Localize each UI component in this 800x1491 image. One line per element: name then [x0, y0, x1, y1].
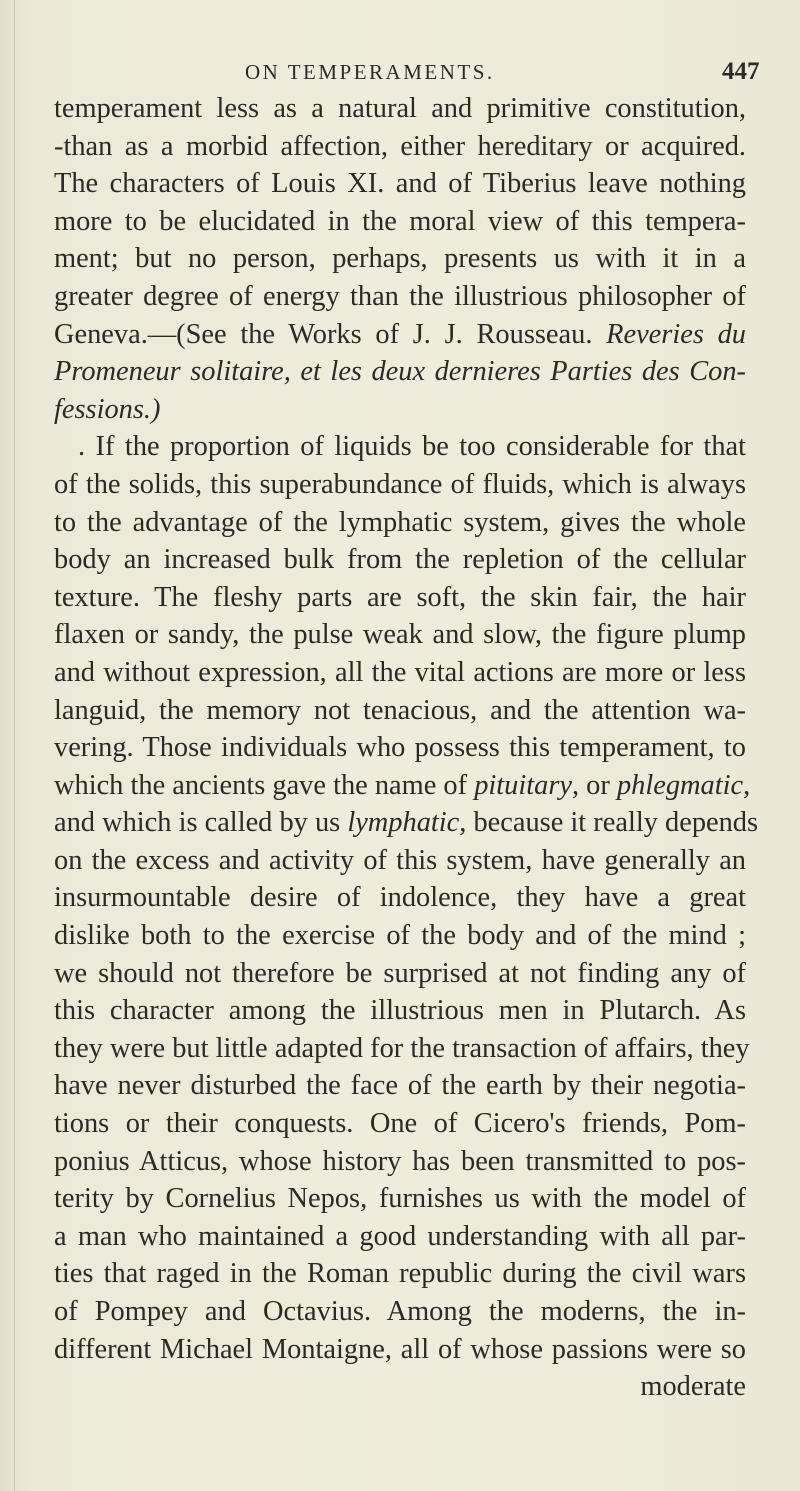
text-span: ment; but no person, perhaps, presents us with it in a	[54, 243, 746, 275]
text-span: ties that raged in the Roman republic during the civil wars	[54, 1258, 746, 1290]
text-line	[54, 804, 759, 842]
text-line	[54, 240, 746, 278]
text-line	[54, 1255, 746, 1293]
text-line	[54, 165, 746, 203]
text-span: a man who maintained a good understanding with all par-	[54, 1220, 746, 1252]
text-line	[54, 278, 746, 316]
text-span: insurmountable desire of indolence, they have a great	[54, 882, 746, 914]
text-line	[54, 428, 746, 466]
italic-text-span: fessions.)	[54, 393, 161, 425]
text-line	[54, 391, 746, 429]
page-gutter-edge	[14, 0, 15, 1491]
page-number: 447	[722, 58, 760, 85]
italic-text-span: Reveries du	[606, 318, 746, 350]
italic-text-span: Promeneur solitaire, et les deux dernieres Parties des Con-	[54, 356, 746, 388]
text-line	[54, 1368, 746, 1406]
text-line	[54, 1105, 746, 1143]
text-line	[54, 955, 746, 993]
text-line	[54, 541, 746, 579]
text-line	[54, 1143, 746, 1181]
text-line	[54, 203, 746, 241]
text-line	[54, 504, 746, 542]
text-line	[54, 1067, 746, 1105]
text-span: we should not therefore be surprised at not finding any of	[54, 957, 746, 989]
text-span: Geneva.—(See the Works of J. J. Rousseau.	[54, 318, 607, 350]
text-span: which the ancients gave the name of	[54, 769, 475, 801]
text-span: different Michael Montaigne, all of whose passions were so	[54, 1333, 746, 1365]
text-span: greater degree of energy than the illustrious philosopher of	[54, 280, 746, 312]
text-line	[54, 579, 746, 617]
text-line	[54, 917, 746, 955]
text-span: ,	[743, 769, 751, 801]
text-span: -than as a morbid affection, either hereditary or acquired.	[54, 130, 746, 162]
italic-text-span: pituitary	[474, 769, 572, 801]
italic-text-span: phlegmatic	[616, 769, 744, 801]
text-span: they were but little adapted for the transaction of affairs, they	[54, 1032, 750, 1064]
text-line	[54, 128, 746, 166]
text-span: and which is called by us	[54, 807, 348, 839]
text-line	[54, 692, 746, 730]
text-line	[54, 316, 746, 354]
text-span: terity by Cornelius Nepos, furnishes us with the model of	[54, 1183, 746, 1215]
text-line	[54, 767, 751, 805]
text-span: flaxen or sandy, the pulse weak and slow, the figure plump	[54, 619, 746, 651]
running-title: ON TEMPERAMENTS.	[245, 60, 495, 84]
text-line	[54, 842, 746, 880]
text-span: to the advantage of the lymphatic system, gives the whole	[54, 506, 746, 538]
text-span: this character among the illustrious men in Plutarch. As	[54, 995, 746, 1027]
text-span: of Pompey and Octavius. Among the moderns, the in-	[54, 1296, 746, 1327]
text-span: and without expression, all the vital actions are more or less	[54, 656, 746, 688]
text-span: tions or their conquests. One of Cicero's friends, Pom-	[54, 1108, 746, 1140]
body-text	[54, 90, 759, 1406]
text-span: body an increased bulk from the repletion of the cellular	[54, 544, 746, 576]
text-span: languid, the memory not tenacious, and the attention wa-	[54, 694, 746, 726]
text-line	[54, 353, 746, 391]
text-span: temperament less as a natural and primitive constitution,	[54, 93, 746, 124]
text-span: ponius Atticus, whose history has been transmitted to pos-	[54, 1145, 746, 1177]
text-line	[54, 1331, 746, 1369]
text-line	[54, 466, 746, 504]
text-span: . If the proportion of liquids be too considerable for that	[78, 431, 746, 463]
text-span: texture. The fleshy parts are soft, the skin fair, the hair	[54, 581, 746, 613]
text-line	[54, 1218, 746, 1256]
text-line	[54, 654, 746, 692]
text-span: more to be elucidated in the moral view of this tempera-	[54, 205, 746, 237]
text-line	[54, 90, 746, 128]
text-span: dislike both to the exercise of the body and of the mind ;	[54, 920, 746, 952]
text-span: , because it really depends	[459, 807, 759, 839]
text-line	[54, 1030, 750, 1068]
text-line	[54, 729, 746, 767]
text-span: , or	[571, 769, 617, 801]
text-span: vering. Those individuals who possess this temperament, to	[54, 732, 746, 764]
text-span: moderate	[640, 1371, 746, 1403]
text-span: The characters of Louis XI. and of Tiberius leave nothing	[54, 168, 746, 200]
text-line	[54, 1180, 746, 1218]
text-span: on the excess and activity of this system, have generally an	[54, 844, 746, 876]
text-line	[54, 879, 746, 917]
text-line	[54, 1293, 746, 1331]
text-span: of the solids, this superabundance of fluids, which is always	[54, 468, 746, 500]
text-line	[54, 992, 746, 1030]
text-line	[54, 616, 746, 654]
italic-text-span: lymphatic	[347, 807, 460, 839]
text-span: have never disturbed the face of the earth by their negotia-	[54, 1070, 746, 1102]
